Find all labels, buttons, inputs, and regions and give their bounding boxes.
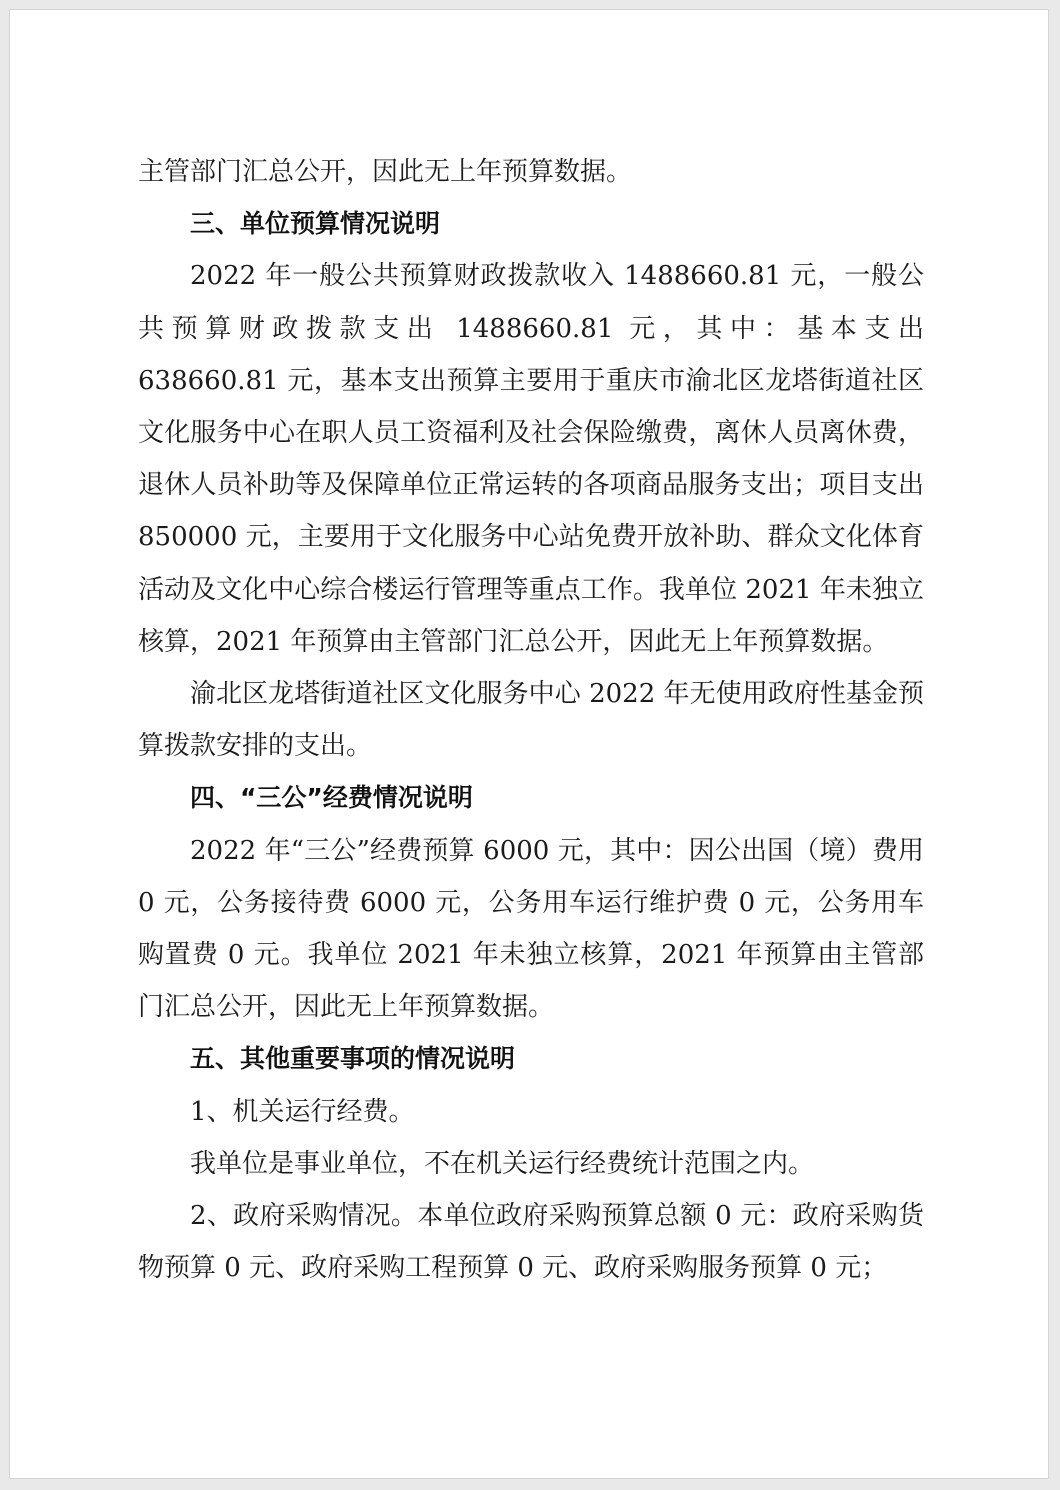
paragraph-continued: 主管部门汇总公开，因此无上年预算数据。 (138, 157, 633, 187)
item-government-procurement: 2、政府采购情况。本单位政府采购预算总额 0 元：政府采购货物预算 0 元、政府采购工程预算 0 元、政府采购服务预算 0 元； (138, 1201, 924, 1284)
item-operating-expenses: 1、机关运行经费。 (190, 1096, 415, 1127)
document-body (138, 146, 924, 1294)
paragraph-government-fund: 渝北区龙塔街道社区文化服务中心 2022 年无使用政府性基金预算拨款安排的支出。 (138, 679, 924, 762)
document-page (9, 9, 1049, 1479)
paragraph-three-public-funds: 2022 年“三公”经费预算 6000 元，其中：因公出国（境）费用 0 元，公务接待费 6000 元，公务用车运行维护费 0 元，公务用车购置费 0 元。我单位 2021 年未独立核算，2021 年预算由主管部门汇总公开，因此无上年预算数据。 (138, 835, 924, 1023)
section-heading-other-matters: 五、其他重要事项的情况说明 (190, 1044, 516, 1074)
paragraph-budget-overview: 2022 年一般公共预算财政拨款收入 1488660.81 元，一般公共预算财政拨款支出 1488660.81 元，其中：基本支出 638660.81 元，基本支出预算主要用于重庆市渝北区龙塔街道社区文化服务中心在职人员工资福利及社会保险缴费，离休人员离休费，退休人员补助等及保障单位正常运转的各项商品服务支出；项目支出 850000 元，主要用于文化服务中心站免费开放补助、群众文化体育活动及文化中心综合楼运行管理等重点工作。我单位 2021 年未独立核算，2021 年预算由主管部门汇总公开，因此无上年预算数据。 (138, 261, 924, 657)
section-heading-unit-budget: 三、单位预算情况说明 (190, 209, 441, 239)
paragraph-institution-note: 我单位是事业单位，不在机关运行经费统计范围之内。 (190, 1148, 815, 1179)
section-heading-three-public: 四、“三公”经费情况说明 (190, 783, 473, 813)
